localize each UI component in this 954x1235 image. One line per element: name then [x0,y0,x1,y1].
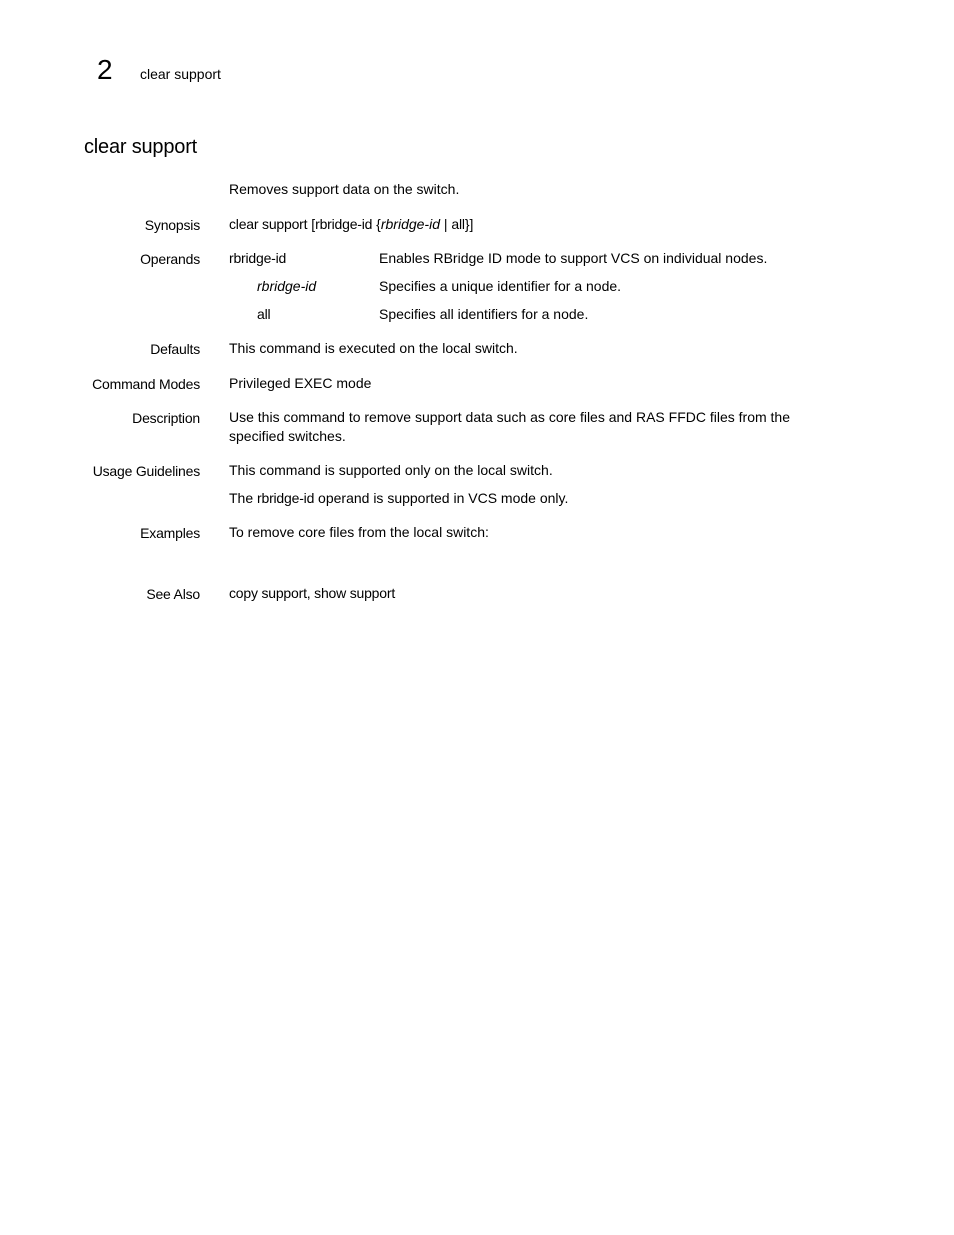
command-modes-text: Privileged EXEC mode [229,375,372,391]
see-also-links[interactable]: copy support, show support [229,585,396,601]
synopsis-open-brace: { [372,216,381,232]
usage-guidelines-label: Usage Guidelines [92,463,200,479]
description-text: Use this command to remove support data such as core files and RAS FFDC files from the specified switches. [229,409,791,444]
defaults-label: Defaults [150,341,200,357]
operand-desc-all: Specifies all identifiers for a node. [379,306,589,322]
operand-desc-rbridge-id: Enables RBridge ID mode to support VCS on individual nodes. [379,250,768,266]
see-also-label: See Also [146,586,200,602]
usage-line-2-keyword: rbridge-id [257,490,315,506]
synopsis-pipe: | [439,216,452,232]
description-label: Description [132,410,200,426]
page-title: clear support [84,136,198,158]
examples-text: To remove core files from the local switch: [229,524,489,540]
operand-term-all: all [257,306,271,322]
synopsis-close: }] [464,216,474,232]
examples-label: Examples [140,525,200,541]
synopsis-command: clear support [229,216,308,232]
synopsis-label: Synopsis [144,217,200,233]
command-modes-label: Command Modes [92,376,200,392]
intro-text: Removes support data on the switch. [229,181,460,197]
usage-line-1: This command is supported only on the local switch. [229,462,553,478]
synopsis-all: all [451,216,465,232]
operand-term-rbridge-id-param: rbridge-id [257,278,317,294]
defaults-text: This command is executed on the local switch. [229,340,518,356]
operand-term-rbridge-id: rbridge-id [229,250,287,266]
synopsis-text [229,215,473,234]
operand-desc-rbridge-id-param: Specifies a unique identifier for a node. [379,278,622,294]
synopsis-param: rbridge-id [380,216,440,232]
operands-label: Operands [140,251,200,267]
usage-line-2-pre: The [229,490,258,506]
running-header-title: clear support [140,66,221,82]
chapter-number: 2 [97,54,113,85]
synopsis-open-bracket: [ [307,216,316,232]
usage-line-2 [229,489,568,508]
synopsis-keyword: rbridge-id [315,216,373,232]
usage-line-2-post: operand is supported in VCS mode only. [314,490,569,506]
